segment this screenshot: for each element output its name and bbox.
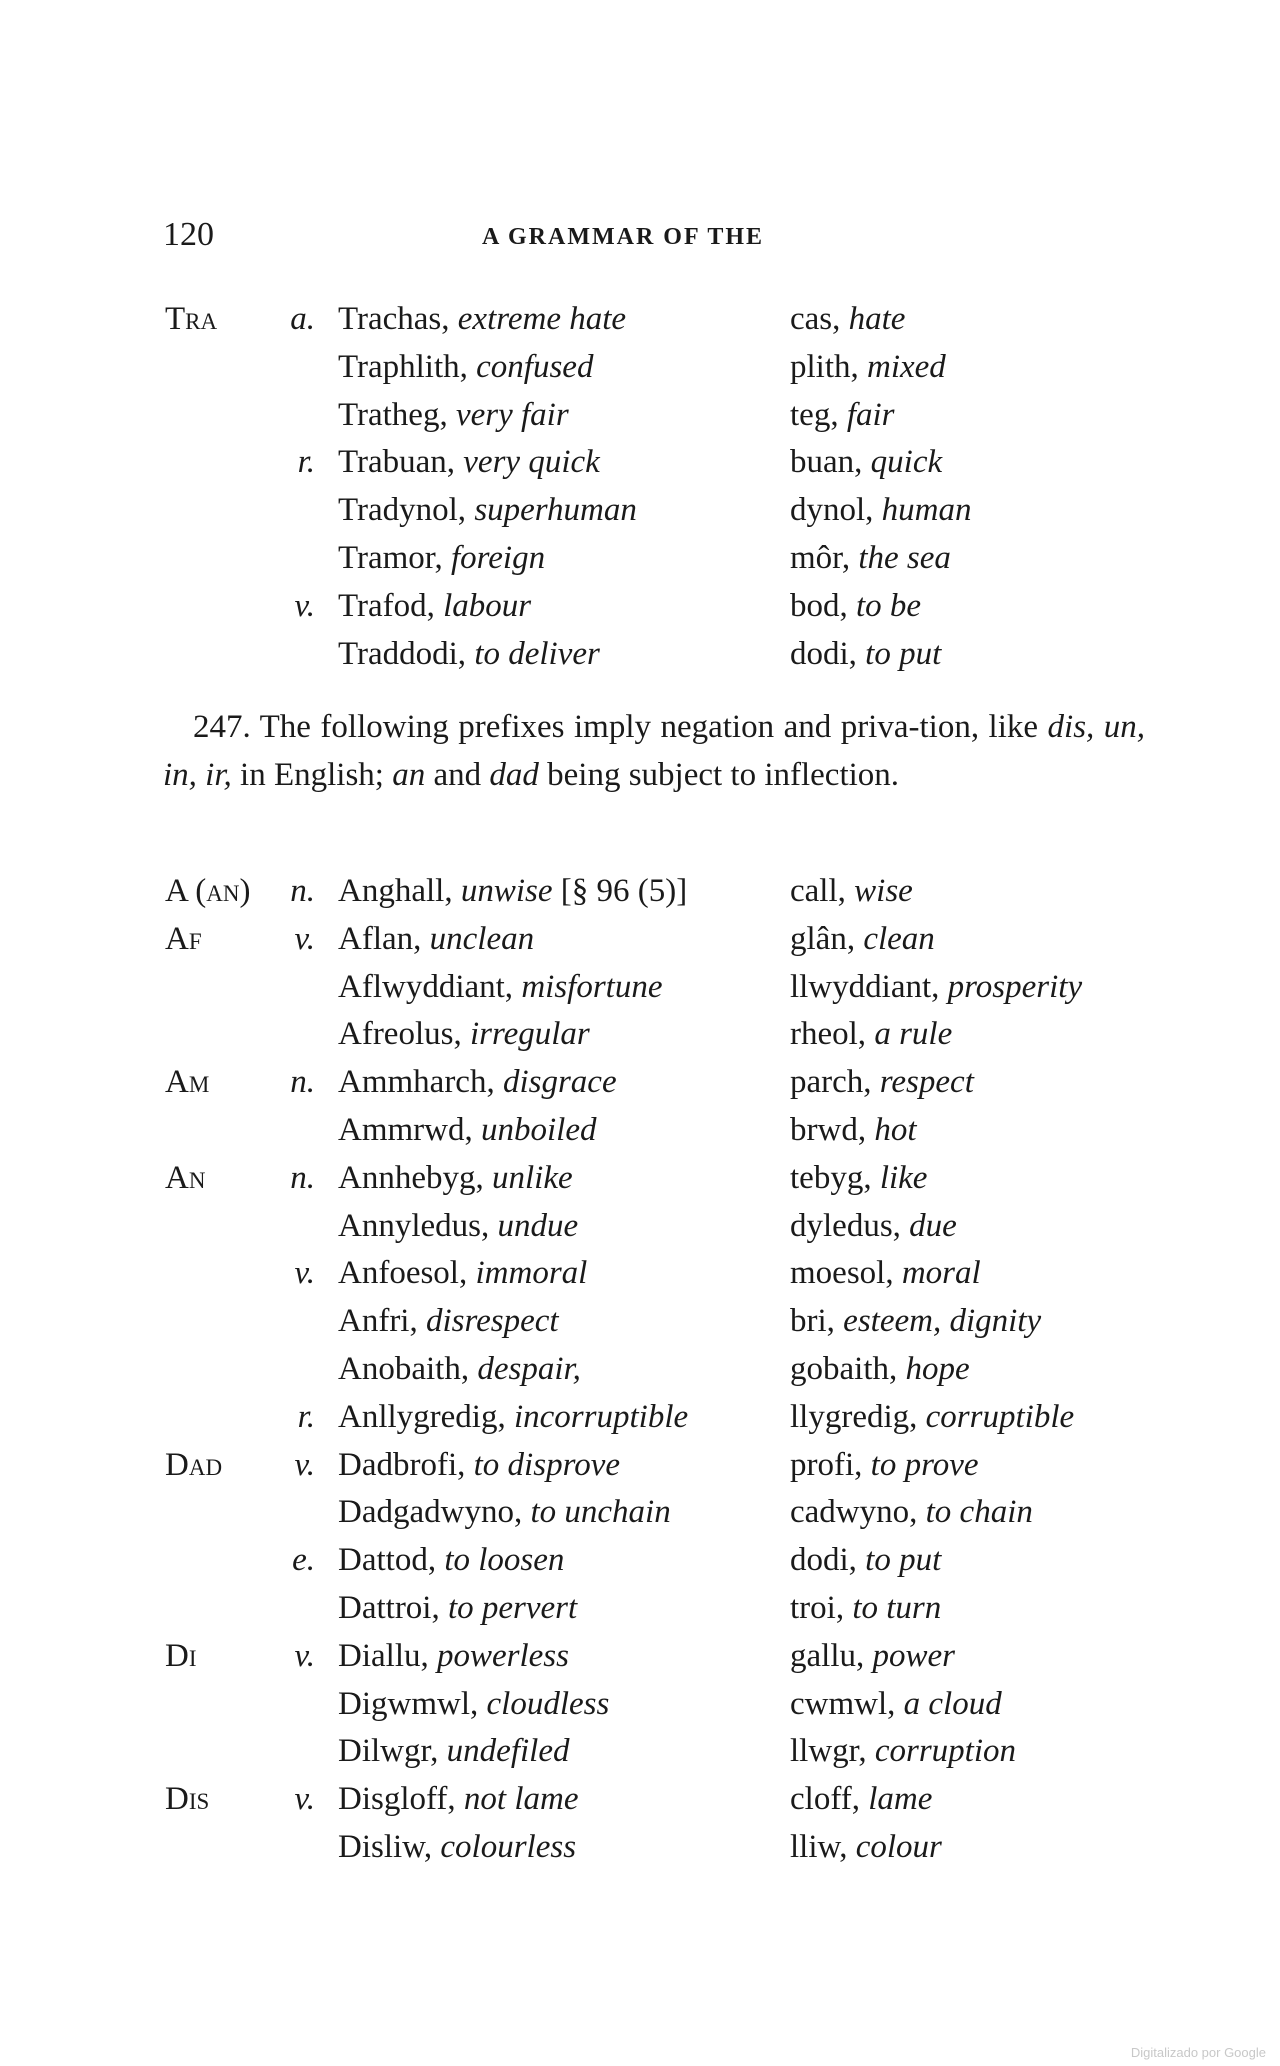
prefix: Tra	[165, 301, 218, 337]
para-text: in English;	[240, 756, 384, 793]
root-gloss: to turn	[852, 1589, 942, 1626]
entry-row	[0, 392, 1280, 440]
root: bri,	[790, 1303, 835, 1340]
entry-row	[0, 631, 1280, 679]
root-gloss: due	[909, 1207, 957, 1244]
example: un,	[1103, 709, 1146, 745]
word: Anobaith,	[338, 1350, 470, 1387]
word: Traddodi,	[338, 635, 467, 672]
grammar-class: n.	[290, 1064, 315, 1101]
entry-row	[0, 964, 1280, 1012]
root: buan,	[790, 444, 863, 481]
word: Digwmwl,	[338, 1685, 479, 1722]
gloss: powerless	[436, 1637, 569, 1674]
root: rheol,	[790, 1016, 867, 1053]
entry-row	[0, 1585, 1280, 1633]
para-text: The following prefixes imply negation and priva-tion, like	[259, 709, 1039, 745]
gloss: undue	[497, 1207, 579, 1244]
welsh-word	[338, 487, 637, 535]
entry-row	[0, 296, 1280, 344]
word: Dattroi,	[338, 1589, 440, 1626]
root-gloss: to prove	[870, 1446, 979, 1483]
root-word	[790, 1585, 941, 1633]
welsh-word	[338, 1059, 617, 1107]
word: Anghall,	[338, 873, 453, 909]
entry-row	[0, 439, 1280, 487]
example: ir,	[205, 756, 232, 793]
root-gloss: prosperity	[947, 968, 1083, 1005]
root: môr,	[790, 539, 851, 576]
root-gloss: like	[879, 1159, 928, 1196]
welsh-word	[338, 964, 662, 1012]
word: Ammharch,	[338, 1064, 495, 1101]
grammar-class: r.	[297, 1398, 315, 1435]
root: troi,	[790, 1589, 845, 1626]
root-word	[790, 296, 905, 344]
root-word	[790, 1489, 1033, 1537]
gloss: cloudless	[486, 1685, 610, 1722]
word: Disgloff,	[338, 1781, 456, 1818]
root-word	[790, 1824, 942, 1872]
root-gloss: a cloud	[903, 1685, 1002, 1722]
welsh-word	[338, 1585, 577, 1633]
welsh-word	[338, 1203, 578, 1251]
root-word	[790, 583, 921, 631]
word: Tratheg,	[338, 396, 448, 433]
root-gloss: to chain	[925, 1494, 1033, 1531]
prefix: An	[165, 1159, 206, 1196]
root: tebyg,	[790, 1159, 872, 1196]
welsh-word	[338, 1489, 671, 1537]
example: in,	[163, 756, 197, 793]
root-gloss: hate	[848, 301, 906, 337]
example: dis,	[1047, 709, 1095, 745]
word: Annhebyg,	[338, 1159, 484, 1196]
grammar-class: v.	[294, 1637, 315, 1674]
root-word	[790, 964, 1082, 1012]
welsh-word	[338, 1633, 569, 1681]
root-word	[790, 1394, 1074, 1442]
entry-row	[0, 535, 1280, 583]
word: Trachas,	[338, 301, 450, 337]
example: an	[392, 756, 426, 793]
para-text: and	[433, 756, 482, 793]
example: dad	[489, 756, 539, 793]
word: Trabuan,	[338, 444, 456, 481]
gloss: to unchain	[530, 1494, 671, 1531]
root-gloss: fair	[846, 396, 895, 433]
welsh-word	[338, 439, 600, 487]
welsh-word	[338, 868, 687, 916]
entry-row	[0, 868, 1280, 916]
word: Disliw,	[338, 1828, 433, 1865]
gloss: unlike	[491, 1159, 573, 1196]
gloss: foreign	[450, 539, 546, 576]
root: cas,	[790, 301, 841, 337]
gloss: very quick	[463, 444, 600, 481]
root-word	[790, 868, 913, 916]
welsh-word	[338, 296, 626, 344]
root-gloss: respect	[879, 1064, 974, 1101]
page-number: 120	[163, 216, 214, 253]
entry-row	[0, 1728, 1280, 1776]
welsh-word	[338, 916, 534, 964]
gloss: incorruptible	[513, 1398, 689, 1435]
prefix: Af	[165, 920, 202, 957]
root: gallu,	[790, 1637, 865, 1674]
entry-row	[0, 1489, 1280, 1537]
word: Anfoesol,	[338, 1255, 468, 1292]
root: glân,	[790, 920, 856, 957]
running-title: A GRAMMAR OF THE	[482, 224, 764, 250]
root-word	[790, 1107, 917, 1155]
root: plith,	[790, 348, 859, 385]
root-gloss: lame	[868, 1781, 933, 1818]
grammar-class: r.	[297, 444, 315, 481]
welsh-word	[338, 1681, 609, 1729]
root-word	[790, 487, 972, 535]
root-gloss: clean	[863, 920, 935, 957]
welsh-word	[338, 1155, 573, 1203]
root: call,	[790, 873, 846, 909]
word: Traphlith,	[338, 348, 468, 385]
gloss: labour	[443, 587, 532, 624]
entry-row	[0, 583, 1280, 631]
welsh-word	[338, 1107, 596, 1155]
root-word	[790, 1728, 1016, 1776]
root-gloss: power	[872, 1637, 955, 1674]
root-gloss: to put	[865, 1542, 942, 1579]
watermark: Digitalizado por Google	[1130, 2045, 1266, 2060]
section-reference: [§ 96 (5)]	[560, 873, 688, 909]
gloss: to pervert	[447, 1589, 578, 1626]
root-word	[790, 1059, 974, 1107]
para-text: being subject to inflection.	[547, 756, 900, 793]
root-word	[790, 535, 951, 583]
welsh-word	[338, 631, 600, 679]
welsh-word	[338, 1776, 578, 1824]
root-gloss: corruption	[874, 1733, 1017, 1770]
entry-row	[0, 916, 1280, 964]
welsh-word	[338, 1250, 587, 1298]
root-word	[790, 1776, 932, 1824]
root: llygredig,	[790, 1398, 918, 1435]
word: Tramor,	[338, 539, 443, 576]
entry-row	[0, 1011, 1280, 1059]
root: parch,	[790, 1064, 872, 1101]
entry-row	[0, 1107, 1280, 1155]
word: Ammrwd,	[338, 1111, 473, 1148]
root-gloss: moral	[901, 1255, 981, 1292]
root-gloss: corruptible	[925, 1398, 1075, 1435]
root-word	[790, 344, 946, 392]
welsh-word	[338, 392, 569, 440]
word: Dattod,	[338, 1542, 437, 1579]
root-gloss: esteem, dignity	[843, 1303, 1042, 1340]
entry-row	[0, 1824, 1280, 1872]
root-word	[790, 916, 935, 964]
root-word	[790, 1011, 952, 1059]
welsh-word	[338, 1442, 620, 1490]
word: Dadgadwyno,	[338, 1494, 523, 1531]
entry-row	[0, 1442, 1280, 1490]
entry-row	[0, 1394, 1280, 1442]
root: bod,	[790, 587, 848, 624]
gloss: undefiled	[446, 1733, 570, 1770]
welsh-word	[338, 1346, 581, 1394]
grammar-class: a.	[290, 301, 315, 337]
root-word	[790, 1681, 1002, 1729]
entry-row	[0, 1250, 1280, 1298]
word: Annyledus,	[338, 1207, 490, 1244]
word: Tradynol,	[338, 492, 467, 529]
entry-row	[0, 1155, 1280, 1203]
section-number: 247.	[193, 709, 251, 745]
gloss: disrespect	[425, 1303, 559, 1340]
grammar-class: n.	[290, 1159, 315, 1196]
gloss: disgrace	[502, 1064, 617, 1101]
word: Dadbrofi,	[338, 1446, 466, 1483]
gloss: very fair	[455, 396, 569, 433]
root-gloss: to be	[856, 587, 922, 624]
welsh-word	[338, 1824, 576, 1872]
word: Anllygredig,	[338, 1398, 506, 1435]
root: cwmwl,	[790, 1685, 896, 1722]
entry-row	[0, 1059, 1280, 1107]
entry-row	[0, 1633, 1280, 1681]
root: dodi,	[790, 1542, 857, 1579]
gloss: immoral	[475, 1255, 588, 1292]
root: gobaith,	[790, 1350, 898, 1387]
root-word	[790, 1250, 981, 1298]
prefix: Dis	[165, 1781, 210, 1818]
entry-row	[0, 1776, 1280, 1824]
gloss: misfortune	[521, 968, 663, 1005]
root-gloss: hot	[874, 1111, 917, 1148]
root: brwd,	[790, 1111, 867, 1148]
entry-row	[0, 1298, 1280, 1346]
root: teg,	[790, 396, 839, 433]
prefix: A (an)	[165, 873, 251, 909]
gloss: extreme hate	[457, 301, 627, 337]
root-gloss: colour	[855, 1828, 942, 1865]
root: dyledus,	[790, 1207, 901, 1244]
welsh-word	[338, 583, 531, 631]
welsh-word	[338, 1728, 569, 1776]
word: Afreolus,	[338, 1016, 462, 1053]
gloss: to deliver	[474, 635, 600, 672]
root-word	[790, 1346, 970, 1394]
word: Dilwgr,	[338, 1733, 439, 1770]
word: Aflan,	[338, 920, 422, 957]
prefix: Di	[165, 1637, 197, 1674]
root-gloss: mixed	[867, 348, 946, 385]
gloss: despair,	[477, 1350, 581, 1387]
gloss: unclean	[429, 920, 535, 957]
welsh-word	[338, 1011, 590, 1059]
welsh-word	[338, 1298, 559, 1346]
root-word	[790, 1203, 957, 1251]
root: dodi,	[790, 635, 857, 672]
root-word	[790, 1537, 941, 1585]
gloss: to loosen	[444, 1542, 565, 1579]
word: Trafod,	[338, 587, 435, 624]
root-word	[790, 631, 941, 679]
welsh-word	[338, 535, 545, 583]
grammar-class: v.	[294, 1255, 315, 1292]
prefix-table-tra	[0, 296, 1280, 678]
word: Diallu,	[338, 1637, 429, 1674]
grammar-class: v.	[294, 587, 315, 624]
gloss: to disprove	[473, 1446, 620, 1483]
entry-row	[0, 344, 1280, 392]
root-gloss: to put	[865, 635, 942, 672]
root: cloff,	[790, 1781, 860, 1818]
root: moesol,	[790, 1255, 894, 1292]
prefix-table-negation	[0, 868, 1280, 1872]
word: Anfri,	[338, 1303, 418, 1340]
root: cadwyno,	[790, 1494, 918, 1531]
gloss: colourless	[440, 1828, 577, 1865]
entry-row	[0, 1537, 1280, 1585]
gloss: irregular	[469, 1016, 590, 1053]
grammar-class: n.	[290, 873, 315, 909]
root-word	[790, 1155, 927, 1203]
root: dynol,	[790, 492, 874, 529]
gloss: confused	[476, 348, 594, 385]
gloss: unwise	[460, 873, 553, 909]
root-word	[790, 1633, 955, 1681]
grammar-class: v.	[294, 920, 315, 957]
entry-row	[0, 487, 1280, 535]
root-gloss: wise	[854, 873, 913, 909]
root: llwyddiant,	[790, 968, 940, 1005]
grammar-class: v.	[294, 1446, 315, 1483]
root-word	[790, 1298, 1041, 1346]
prefix: Am	[165, 1064, 210, 1101]
root-gloss: hope	[905, 1350, 970, 1387]
prefix: Dad	[165, 1446, 223, 1483]
root: llwgr,	[790, 1733, 867, 1770]
gloss: superhuman	[474, 492, 637, 529]
word: Aflwyddiant,	[338, 968, 514, 1005]
gloss: unboiled	[481, 1111, 597, 1148]
root-gloss: human	[881, 492, 972, 529]
welsh-word	[338, 1394, 688, 1442]
grammar-class: v.	[294, 1781, 315, 1818]
entry-row	[0, 1681, 1280, 1729]
root-word	[790, 392, 895, 440]
welsh-word	[338, 344, 593, 392]
root: profi,	[790, 1446, 863, 1483]
root-gloss: quick	[870, 444, 943, 481]
gloss: not lame	[463, 1781, 579, 1818]
root-gloss: the sea	[858, 539, 951, 576]
entry-row	[0, 1203, 1280, 1251]
root-gloss: a rule	[874, 1016, 953, 1053]
welsh-word	[338, 1537, 564, 1585]
root-word	[790, 1442, 979, 1490]
paragraph-247	[163, 704, 1145, 800]
root: lliw,	[790, 1828, 848, 1865]
entry-row	[0, 1346, 1280, 1394]
grammar-class: e.	[292, 1542, 315, 1579]
root-word	[790, 439, 942, 487]
